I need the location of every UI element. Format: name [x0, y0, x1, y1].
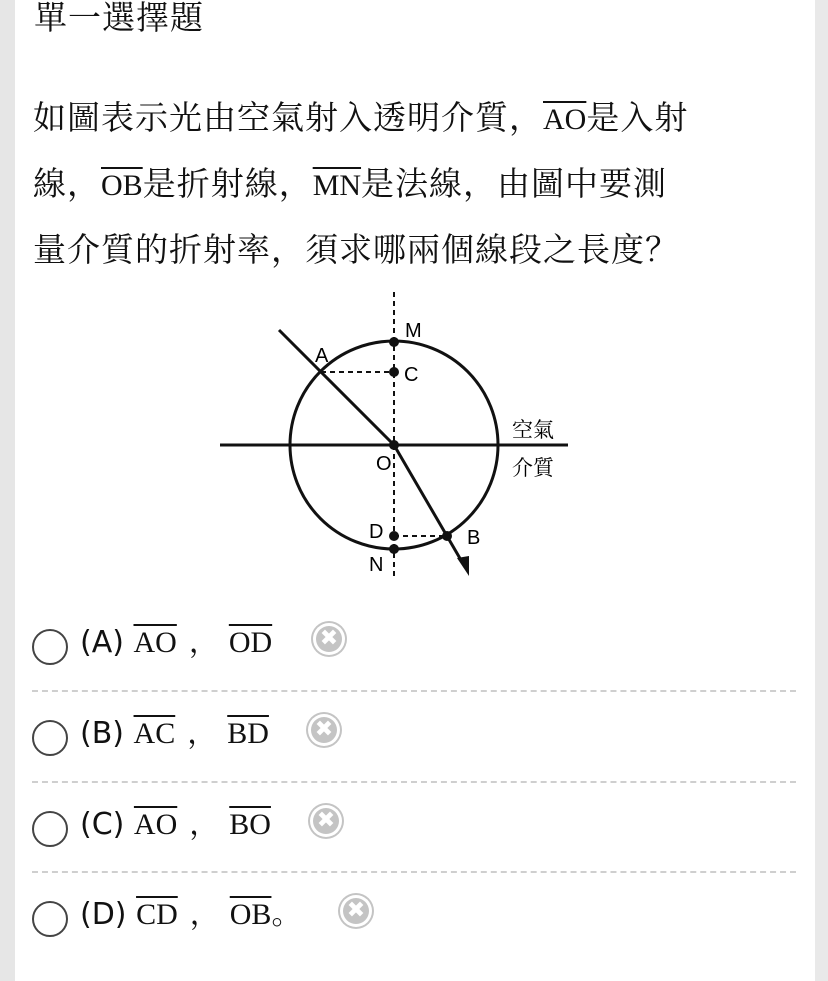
option-label[interactable] — [80, 712, 269, 756]
label-medium: 介質 — [512, 456, 554, 480]
option-segment-1: $\overline{AO}$ — [133, 808, 178, 841]
label-d: D — [369, 521, 384, 543]
point-c — [389, 367, 399, 377]
point-o — [389, 440, 399, 450]
option-b[interactable] — [32, 708, 797, 768]
label-o: O — [376, 453, 392, 475]
comma: ， — [189, 807, 220, 842]
option-a[interactable] — [32, 617, 797, 677]
clear-icon[interactable]: ✖ — [310, 805, 342, 837]
point-d — [389, 531, 399, 541]
option-segment-1: $\overline{CD}$ — [136, 898, 178, 931]
segment-ao: $\overline{AO}$ — [543, 103, 587, 136]
option-segment-2: $\overline{BO}$ — [229, 808, 271, 841]
option-segment-2: $\overline{OD}$ — [228, 626, 273, 659]
comma: ， — [187, 716, 218, 751]
option-letter: (D) — [80, 897, 127, 932]
option-suffix: 。 — [271, 897, 302, 932]
divider — [32, 690, 796, 692]
clear-icon[interactable]: ✖ — [308, 714, 340, 746]
label-air: 空氣 — [512, 418, 554, 442]
option-letter: (B) — [80, 716, 124, 751]
segment-mn: $\overline{MN}$ — [312, 169, 362, 202]
point-b — [442, 531, 452, 541]
question-line-2 — [33, 152, 773, 218]
label-n: N — [369, 554, 384, 576]
question-line-3 — [33, 218, 773, 282]
radio-button[interactable] — [32, 720, 68, 756]
segment-ob: $\overline{OB}$ — [101, 169, 143, 202]
radio-button[interactable] — [32, 629, 68, 665]
comma: ， — [188, 625, 219, 660]
question-line-1 — [33, 86, 773, 152]
label-c: C — [404, 364, 419, 386]
radio-button[interactable] — [32, 901, 68, 937]
scrollbar-track[interactable] — [815, 0, 828, 981]
option-label[interactable] — [80, 621, 272, 665]
question-fragment: 線， — [33, 164, 101, 203]
question-fragment: 如圖表示光由空氣射入透明介質， — [33, 98, 543, 137]
incident-ray — [279, 330, 394, 445]
question-fragment: 是法線，由圖中要測 — [361, 164, 668, 203]
option-segment-1: $\overline{AC}$ — [133, 717, 176, 750]
option-segment-2: $\overline{OB}$ — [229, 898, 272, 931]
option-letter: (A) — [80, 625, 124, 660]
refraction-diagram — [218, 290, 570, 582]
point-n — [389, 544, 399, 554]
option-segment-2: $\overline{BD}$ — [227, 717, 269, 750]
question-fragment: 是入射 — [586, 98, 689, 137]
option-letter: (C) — [80, 807, 125, 842]
option-d[interactable] — [32, 889, 797, 949]
question-fragment: 是折射線， — [142, 164, 313, 203]
question-fragment: 量介質的折射率，須求哪兩個線段之長度？ — [33, 230, 679, 269]
option-segment-1: $\overline{AO}$ — [133, 626, 177, 659]
question-text — [33, 86, 773, 282]
label-a: A — [315, 345, 329, 367]
arrowhead — [457, 556, 469, 576]
question-type-title: 單一選擇題 — [34, 0, 204, 37]
radio-button[interactable] — [32, 811, 68, 847]
comma: ， — [189, 897, 220, 932]
divider — [32, 871, 796, 873]
option-label[interactable] — [80, 893, 301, 937]
refraction-diagram-svg — [218, 290, 570, 582]
clear-icon[interactable]: ✖ — [340, 895, 372, 927]
option-label[interactable] — [80, 803, 271, 847]
option-c[interactable] — [32, 799, 797, 859]
label-m: M — [405, 320, 422, 342]
clear-icon[interactable]: ✖ — [313, 623, 345, 655]
divider — [32, 781, 796, 783]
point-m — [389, 337, 399, 347]
label-b: B — [467, 527, 481, 549]
